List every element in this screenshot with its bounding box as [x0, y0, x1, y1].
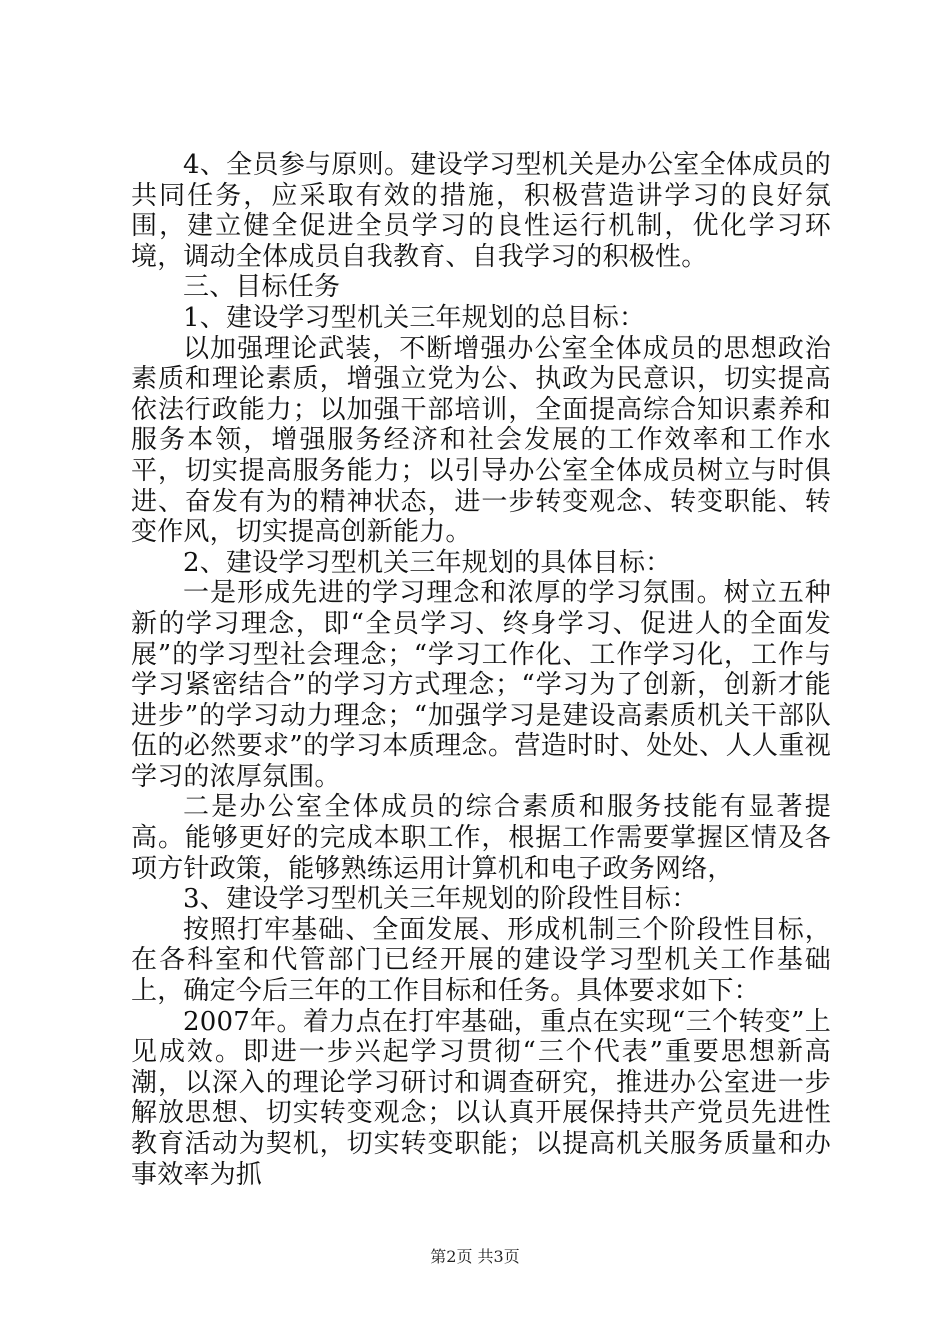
paragraph-goal-one: 一是形成先进的学习理念和浓厚的学习氛围。树立五种新的学习理念，即“全员学习、终身学习、促进人的全面发展”的学习型社会理念；“学习工作化、工作学习化，工作与学习紧密结合”的学习方式理念；“学习为了创新，创新才能进步”的学习动力理念；“加强学习是建设高素质机关干部队伍的必然要求”的学习本质理念。营造时时、处处、人人重视学习的浓厚氛围。 — [131, 578, 831, 792]
subheading-stage-goals: 3、建设学习型机关三年规划的阶段性目标： — [183, 884, 698, 915]
page-footer: 第2页 共3页 — [430, 1247, 520, 1266]
heading-goals-tasks: 三、目标任务 — [183, 272, 341, 303]
paragraph-overall-goal: 以加强理论武装，不断增强办公室全体成员的思想政治素质和理论素质，增强立党为公、执政为民意识，切实提高依法行政能力；以加强干部培训，全面提高综合知识素养和服务本领，增强服务经济和社会发展的工作效率和工作水平，切实提高服务能力；以引导办公室全体成员树立与时俱进、奋发有为的精神状态，进一步转变观念、转变职能、转变作风，切实提高创新能力。 — [131, 333, 831, 548]
subheading-overall-goal: 1、建设学习型机关三年规划的总目标： — [183, 302, 646, 333]
subheading-specific-goals: 2、建设学习型机关三年规划的具体目标： — [183, 547, 672, 578]
document-body — [131, 150, 831, 1190]
paragraph-year-2007: 2007年。着力点在打牢基础，重点在实现“三个转变”上见成效。即进一步兴起学习贯彻“三个代表”重要思想新高潮，以深入的理论学习研讨和调查研究，推进办公室进一步解放思想、切实转变观念；以认真开展保持共产党员先进性教育活动为契机，切实转变职能；以提高机关服务质量和办事效率为抓 — [131, 1006, 831, 1190]
paragraph-stage-goals: 按照打牢基础、全面发展、形成机制三个阶段性目标，在各科室和代管部门已经开展的建设学习型机关工作基础上，确定今后三年的工作目标和任务。具体要求如下： — [131, 914, 831, 1007]
paragraph-principle-4: 4、全员参与原则。建设学习型机关是办公室全体成员的共同任务，应采取有效的措施，积极营造讲学习的良好氛围，建立健全促进全员学习的良性运行机制，优化学习环境，调动全体成员自我教育、自我学习的积极性。 — [131, 150, 831, 272]
paragraph-goal-two: 二是办公室全体成员的综合素质和服务技能有显著提高。能够更好的完成本职工作，根据工作需要掌握区情及各项方针政策，能够熟练运用计算机和电子政务网络， — [131, 792, 831, 884]
